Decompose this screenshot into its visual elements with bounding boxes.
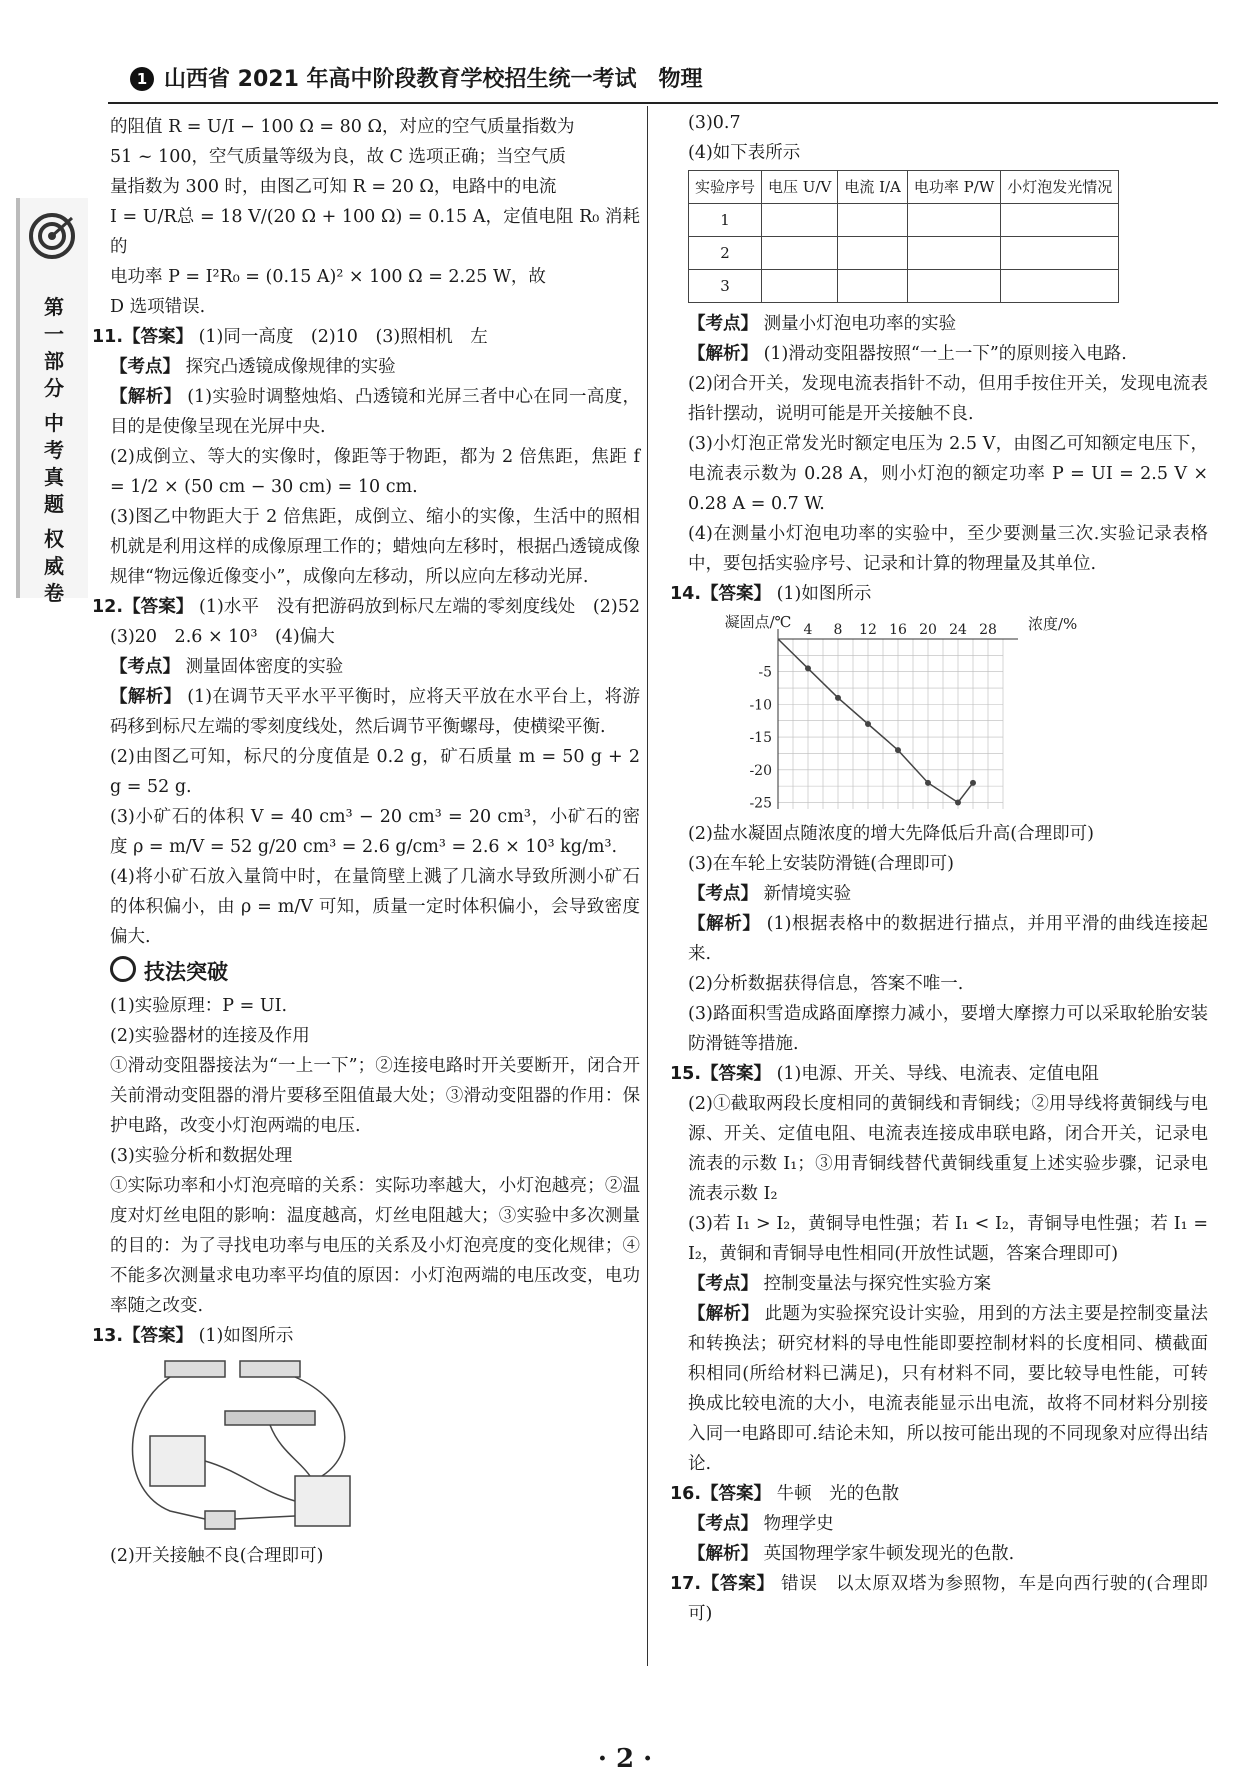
q15-answer	[670, 1059, 1208, 1089]
text-line: (3)0.7	[688, 113, 741, 133]
analysis-text: (2)成倒立、等大的实像时，像距等于物距，都为 2 倍焦距，焦距 f = 1/2 × (50 cm − 30 cm) = 10 cm.	[110, 447, 640, 497]
answer-text: (1)如图所示	[776, 584, 872, 604]
question-number: 15.	[670, 1064, 702, 1084]
header-title: 山西省 2021 年高中阶段教育学校招生统一考试 物理	[164, 67, 703, 92]
question-number: 17.	[670, 1574, 702, 1594]
question-number: 16.	[670, 1484, 702, 1504]
sidebar-char: 考	[44, 438, 64, 462]
text-line: (4)如下表所示	[688, 143, 801, 163]
text-line: 电功率 P = I²R₀ = (0.15 A)² × 100 Ω = 2.25 W，故	[110, 267, 546, 287]
sidebar-char: 真	[44, 465, 64, 489]
table-row	[689, 204, 1119, 237]
topic-text: 控制变量法与探究性实验方案	[763, 1274, 992, 1294]
sidebar-label	[32, 294, 76, 607]
chart-xlabel: 浓度/%	[1028, 615, 1078, 633]
left-column	[92, 112, 658, 1571]
analysis-text: (3)路面积雪造成路面摩擦力减小，要增大摩擦力可以采取轮胎安装防滑链等措施.	[688, 1004, 1208, 1054]
table-row	[689, 270, 1119, 303]
analysis-tag: 【解析】	[688, 344, 758, 364]
analysis-text: (2)分析数据获得信息，答案不唯一.	[688, 974, 964, 994]
chart-y-tick: -25	[749, 795, 772, 812]
chart-x-tick: 8	[833, 622, 843, 638]
table-header: 电流 I/A	[838, 171, 908, 204]
answer-text: (1)如图所示	[198, 1326, 294, 1346]
answer-tag: 【答案】	[123, 1326, 194, 1346]
topic-tag: 【考点】	[688, 314, 758, 334]
section-title-text: 技法突破	[144, 960, 228, 984]
chart-y-tick: -15	[749, 730, 772, 747]
page-number: · 2 ·	[597, 1744, 653, 1774]
answer-text: (3)若 I₁ > I₂，黄铜导电性强；若 I₁ < I₂，青铜导电性强；若 I₁ = I₂，黄铜和青铜导电性相同(开放性试题，答案合理即可)	[688, 1214, 1208, 1264]
q12-analysis	[110, 682, 640, 742]
analysis-tag: 【解析】	[110, 387, 182, 407]
chart-y-tick: -10	[749, 697, 772, 714]
question-number: 11.	[92, 327, 124, 347]
q14-analysis	[688, 909, 1208, 969]
answer-tag: 【答案】	[701, 1574, 775, 1594]
chart-x-tick: 4	[803, 622, 813, 638]
q11-answer	[92, 322, 640, 352]
analysis-text: (1)滑动变阻器按照“一上一下”的原则接入电路.	[763, 344, 1127, 364]
question-number: 12.	[92, 597, 124, 617]
analysis-text: (1)在调节天平水平平衡时，应将天平放在水平台上，将游码移到标尺左端的零刻度线处，然后调节平衡螺母，使横梁平衡.	[110, 687, 640, 737]
chart-data-point	[865, 721, 871, 727]
q14-answer	[670, 579, 1208, 609]
tip-text: ①实际功率和小灯泡亮暗的关系：实际功率越大，小灯泡越亮；②温度对灯丝电阻的影响：温度越高，灯丝电阻越大；③实验中多次测量的目的：为了寻找电功率与电压的关系及小灯泡亮度的变化规律；④不能多次测量求电功率平均值的原因：小灯泡两端的电压改变，电功率随之改变.	[110, 1176, 640, 1316]
topic-tag: 【考点】	[688, 884, 758, 904]
table-header: 实验序号	[689, 171, 762, 204]
topic-text: 探究凸透镜成像规律的实验	[185, 357, 396, 377]
chart-data-point	[970, 780, 976, 786]
q14-topic	[688, 879, 1208, 909]
circuit-diagram	[110, 1351, 410, 1541]
analysis-text: (3)小矿石的体积 V = 40 cm³ − 20 cm³ = 20 cm³，小矿石的密度 ρ = m/V = 52 g/20 cm³ = 2.6 g/cm³ = 2.6 × 10³ kg/m³.	[110, 807, 640, 857]
table-header-row	[689, 171, 1119, 204]
chart-y-tick: -20	[749, 762, 772, 779]
analysis-text: (4)在测量小灯泡电功率的实验中，至少要测量三次.实验记录表格中，要包括实验序号、记录和计算的物理量及其单位.	[688, 524, 1208, 574]
target-icon	[110, 956, 136, 982]
q13-topic	[688, 309, 1208, 339]
chart-y-tick: -5	[758, 664, 772, 681]
answer-text: (1)电源、开关、导线、电流表、定值电阻	[776, 1064, 1099, 1084]
text-line: 量指数为 300 时，由图乙可知 R = 20 Ω，电路中的电流	[110, 177, 557, 197]
q13-analysis	[688, 339, 1208, 369]
sidebar-char: 中	[44, 411, 64, 435]
header-rule	[108, 102, 1218, 104]
q12-answer	[92, 592, 658, 652]
analysis-text: (2)由图乙可知，标尺的分度值是 0.2 g，矿石质量 m = 50 g + 2 g = 52 g.	[110, 747, 640, 797]
answer-text: (2)开关接触不良(合理即可)	[110, 1546, 324, 1566]
sidebar-char: 分	[44, 376, 64, 400]
text-line: 51 ~ 100，空气质量等级为良，故 C 选项正确；当空气质	[110, 147, 566, 167]
answer-text: (2)①截取两段长度相同的黄铜线和青铜线；②用导线将黄铜线与电源、开关、定值电阻、电流表连接成串联电路，闭合开关，记录电流表的示数 I₁；③用青铜线替代黄铜线重复上述实验步骤，记录电流表示数 I₂	[688, 1094, 1208, 1204]
analysis-tag: 【解析】	[688, 1544, 758, 1564]
answer-text: 牛顿 光的色散	[776, 1484, 900, 1504]
topic-tag: 【考点】	[688, 1514, 758, 1534]
topic-text: 新情境实验	[763, 884, 852, 904]
q15-topic	[688, 1269, 1208, 1299]
topic-tag: 【考点】	[688, 1274, 758, 1294]
analysis-tag: 【解析】	[110, 687, 182, 707]
table-header: 电功率 P/W	[907, 171, 1000, 204]
table-header: 小灯泡发光情况	[1001, 171, 1119, 204]
sidebar-char: 部	[44, 349, 64, 373]
analysis-text: (3)图乙中物距大于 2 倍焦距，成倒立、缩小的实像，生活中的照相机就是利用这样的成像原理工作的；蜡烛向左移时，根据凸透镜成像规律“物远像近像变小”，成像向左移动，所以应向左移动光屏.	[110, 507, 640, 587]
sidebar-char: 一	[44, 322, 64, 346]
text-line: I = U/R总 = 18 V/(20 Ω + 100 Ω) = 0.15 A，定值电阻 R₀ 消耗的	[110, 207, 640, 257]
topic-text: 测量固体密度的实验	[185, 657, 344, 677]
tip-text: (3)实验分析和数据处理	[110, 1146, 293, 1166]
topic-text: 物理学史	[763, 1514, 834, 1534]
sidebar-char: 卷	[44, 581, 64, 605]
analysis-text: (1)实验时调整烛焰、凸透镜和光屏三者中心在同一高度，目的是使像呈现在光屏中央.	[110, 387, 640, 437]
chart-data-point	[835, 695, 841, 701]
chart-x-tick: 28	[979, 622, 997, 638]
answer-text: (1)同一高度 (2)10 (3)照相机 左	[198, 327, 488, 347]
analysis-text: (1)根据表格中的数据进行描点，并用平滑的曲线连接起来.	[688, 914, 1208, 964]
analysis-text: 英国物理学家牛顿发现光的色散.	[763, 1544, 1015, 1564]
text-line: D 选项错误.	[110, 297, 206, 317]
analysis-text: (4)将小矿石放入量筒中时，在量筒壁上溅了几滴水导致所测小矿石的体积偏小，由 ρ = m/V 可知，质量一定时体积偏小，会导致密度偏大.	[110, 867, 640, 947]
answer-tag: 【答案】	[123, 327, 194, 347]
chart-x-tick: 24	[949, 622, 967, 638]
header-badge: 1	[130, 67, 154, 91]
chart-data-point	[805, 665, 811, 671]
right-column	[670, 108, 1209, 1629]
q12-topic	[110, 652, 640, 682]
topic-text: 测量小灯泡电功率的实验	[763, 314, 957, 334]
q15-analysis	[688, 1299, 1208, 1479]
page-header	[130, 62, 703, 96]
sidebar-char: 题	[44, 492, 64, 516]
tip-text: (1)实验原理：P = UI.	[110, 996, 288, 1016]
analysis-text: (3)小灯泡正常发光时额定电压为 2.5 V，由图乙可知额定电压下，电流表示数为 0.28 A，则小灯泡的额定功率 P = UI = 2.5 V × 0.28 A = 0.7 W.	[688, 434, 1208, 514]
analysis-text: (2)闭合开关，发现电流表指针不动，但用手按住开关，发现电流表指针摆动，说明可能是开关接触不良.	[688, 374, 1208, 424]
analysis-tag: 【解析】	[688, 1304, 759, 1324]
chart-x-tick: 20	[919, 622, 937, 638]
q11-analysis	[110, 382, 640, 442]
answer-text: (2)盐水凝固点随浓度的增大先降低后升高(合理即可)	[688, 824, 1094, 844]
answer-tag: 【答案】	[701, 1484, 772, 1504]
table-row	[689, 237, 1119, 270]
sidebar-tab	[16, 198, 88, 605]
q16-topic	[688, 1509, 1208, 1539]
topic-tag: 【考点】	[110, 657, 180, 677]
text-line: 的阻值 R = U/I − 100 Ω = 80 Ω，对应的空气质量指数为	[110, 117, 575, 137]
q17-answer	[670, 1569, 1208, 1629]
answer-text: (3)在车轮上安装防滑链(合理即可)	[688, 854, 954, 874]
answer-tag: 【答案】	[123, 597, 194, 617]
q16-analysis	[688, 1539, 1208, 1569]
sidebar-char: 第	[44, 295, 64, 319]
answer-text: 错误 以太原双塔为参照物，车是向西行驶的(合理即可)	[688, 1574, 1208, 1624]
q13-answer	[92, 1321, 640, 1351]
record-table	[688, 170, 1119, 303]
analysis-tag: 【解析】	[688, 914, 761, 934]
topic-tag: 【考点】	[110, 357, 180, 377]
target-icon	[28, 212, 76, 260]
question-number: 13.	[92, 1326, 124, 1346]
tip-text: ①滑动变阻器接法为“一上一下”；②连接电路时开关要断开，闭合开关前滑动变阻器的滑片要移至阻值最大处；③滑动变阻器的作用：保护电路，改变小灯泡两端的电压.	[110, 1056, 640, 1136]
freezing-point-chart	[688, 609, 1108, 819]
chart-ylabel: 凝固点/℃	[724, 613, 792, 631]
table-cell: 1	[689, 204, 762, 237]
section-title	[110, 956, 640, 987]
table-cell: 3	[689, 270, 762, 303]
question-number: 14.	[670, 584, 702, 604]
answer-text: (1)水平 没有把游码放到标尺左端的零刻度线处 (2)52 (3)20 2.6 × 10³ (4)偏大	[110, 597, 658, 647]
sidebar-char: 权	[44, 527, 64, 551]
q16-answer	[670, 1479, 1208, 1509]
analysis-text: 此题为实验探究设计实验，用到的方法主要是控制变量法和转换法；研究材料的导电性能即要控制材料的长度相同、横截面积相同(所给材料已满足)，只有材料不同，要比较导电性能，可转换成比较电流的大小，电流表能显示出电流，故将不同材料分别接入同一电路即可.结论未知，所以按可能出现的不同现象对应得出结论.	[688, 1304, 1209, 1474]
chart-data-point	[895, 747, 901, 753]
chart-x-tick: 12	[859, 622, 877, 638]
sidebar-char: 威	[44, 554, 64, 578]
table-cell: 2	[689, 237, 762, 270]
table-header: 电压 U/V	[762, 171, 838, 204]
column-divider	[647, 106, 648, 1666]
chart-data-point	[925, 780, 931, 786]
tip-text: (2)实验器材的连接及作用	[110, 1026, 310, 1046]
q11-topic	[110, 352, 640, 382]
chart-data-point	[955, 799, 961, 805]
answer-tag: 【答案】	[701, 584, 772, 604]
answer-tag: 【答案】	[701, 1064, 772, 1084]
chart-x-tick: 16	[889, 622, 907, 638]
